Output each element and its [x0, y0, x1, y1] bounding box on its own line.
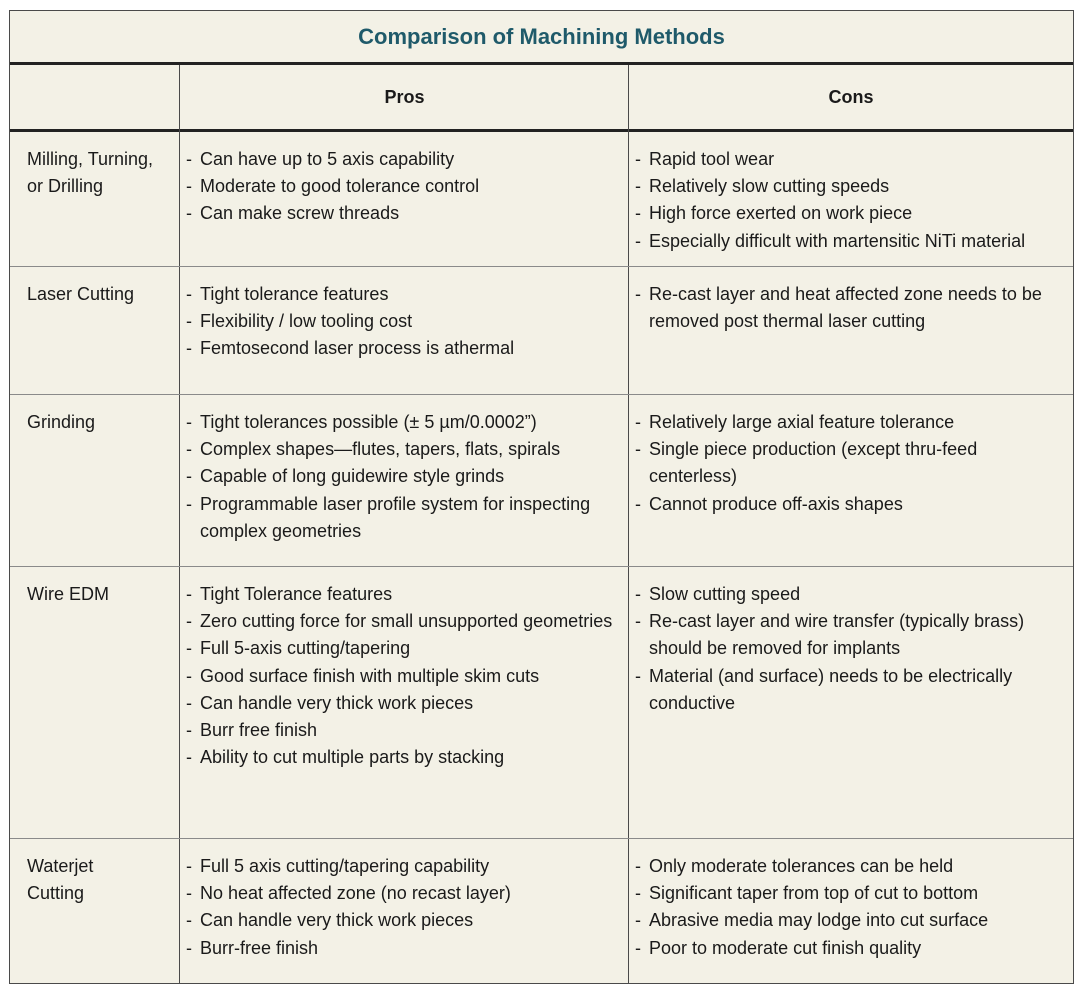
table-row [10, 839, 1073, 983]
item-text: Only moderate tolerances can be held [649, 856, 954, 876]
item-text: High force exerted on work piece [649, 203, 913, 224]
pro-item [186, 463, 626, 490]
con-item [635, 491, 1065, 518]
item-text: Significant taper from top of cut to bottom [649, 883, 979, 904]
item-text: Especially difficult with martensitic NiTi material [649, 230, 1026, 251]
item-text: Complex shapes—flutes, tapers, flats, spirals [200, 439, 561, 460]
cons-cell [635, 409, 1065, 518]
con-item [635, 146, 1065, 173]
pros-cell [186, 853, 626, 962]
pro-item [186, 635, 626, 662]
table-row [10, 132, 1073, 267]
con-item [635, 907, 1065, 934]
header-row [10, 65, 1073, 132]
item-text: Abrasive media may lodge into cut surface [649, 910, 989, 931]
bullet-dash: - [635, 937, 641, 958]
table-title: Comparison of Machining Methods [10, 11, 1073, 65]
item-text: Tight Tolerance features [200, 584, 393, 604]
con-item [635, 281, 1065, 335]
pro-item [186, 608, 626, 635]
item-text: Can handle very thick work pieces [200, 692, 474, 713]
bullet-dash: - [186, 311, 192, 332]
item-text: Moderate to good tolerance control [200, 176, 480, 197]
method-cell [27, 853, 177, 907]
item-text: Tight tolerances possible (± 5 µm/0.0002”) [200, 412, 537, 432]
bullet-dash: - [186, 176, 192, 197]
item-text: Capable of long guidewire style grinds [200, 466, 505, 487]
cons-cell [635, 853, 1065, 962]
cons-column-header: Cons [828, 86, 874, 107]
method-cell [27, 409, 177, 436]
method-cell [27, 281, 177, 308]
pros-column-header: Pros [384, 86, 425, 107]
table-row [10, 395, 1073, 567]
pros-cell [186, 146, 626, 228]
bullet-dash: - [186, 720, 192, 741]
item-text: Rapid tool wear [649, 149, 775, 169]
item-text: Relatively large axial feature tolerance [649, 412, 955, 432]
con-item [635, 436, 1065, 490]
item-text: Material (and surface) needs to be electrically conductive [649, 665, 1013, 713]
item-text: Ability to cut multiple parts by stacking [200, 747, 505, 768]
bullet-dash: - [186, 638, 192, 659]
item-text: Femtosecond laser process is athermal [200, 338, 515, 359]
con-item [635, 880, 1065, 907]
bullet-dash: - [635, 203, 641, 224]
comparison-table [9, 10, 1074, 984]
bullet-dash: - [186, 747, 192, 768]
item-text: Slow cutting speed [649, 584, 801, 604]
table-row [10, 267, 1073, 395]
item-text: Burr-free finish [200, 937, 319, 958]
item-text: Programmable laser profile system for inspecting complex geometries [200, 493, 591, 541]
con-item [635, 581, 1065, 608]
item-text: Relatively slow cutting speeds [649, 176, 890, 197]
con-item [635, 608, 1065, 662]
bullet-dash: - [635, 412, 641, 432]
bullet-dash: - [635, 883, 641, 904]
bullet-dash: - [186, 412, 192, 432]
item-text: Full 5-axis cutting/tapering [200, 638, 411, 659]
pro-item [186, 491, 626, 545]
bullet-dash: - [186, 584, 192, 604]
bullet-dash: - [635, 230, 641, 251]
pro-item [186, 281, 626, 308]
bullet-dash: - [635, 665, 641, 686]
cons-cell [635, 581, 1065, 717]
bullet-dash: - [186, 439, 192, 460]
bullet-dash: - [635, 856, 641, 876]
method-name: Grinding [27, 412, 96, 432]
pro-item [186, 581, 626, 608]
pro-item [186, 200, 626, 227]
table-row [10, 567, 1073, 839]
method-cell [27, 146, 177, 200]
bullet-dash: - [635, 149, 641, 169]
pro-item [186, 717, 626, 744]
item-text: Cannot produce off-axis shapes [649, 493, 903, 514]
bullet-dash: - [186, 665, 192, 686]
pros-cell [186, 281, 626, 363]
item-text: Single piece production (except thru-feed centerless) [649, 439, 978, 487]
pro-item [186, 173, 626, 200]
con-item [635, 409, 1065, 436]
bullet-dash: - [635, 493, 641, 514]
method-cell [27, 581, 177, 608]
con-item [635, 935, 1065, 962]
method-name: Waterjet Cutting [27, 856, 94, 904]
item-text: Re-cast layer and wire transfer (typically brass) should be removed for implants [649, 611, 1025, 659]
item-text: Can have up to 5 axis capability [200, 149, 455, 169]
pro-item [186, 853, 626, 880]
bullet-dash: - [186, 692, 192, 713]
bullet-dash: - [635, 439, 641, 460]
pro-item [186, 146, 626, 173]
bullet-dash: - [186, 284, 192, 304]
bullet-dash: - [186, 466, 192, 487]
bullet-dash: - [635, 910, 641, 931]
item-text: Flexibility / low tooling cost [200, 311, 413, 332]
bullet-dash: - [186, 856, 192, 876]
bullet-dash: - [186, 937, 192, 958]
pro-item [186, 335, 626, 362]
method-column-header [10, 65, 180, 129]
pro-item [186, 907, 626, 934]
item-text: Burr free finish [200, 720, 318, 741]
item-text: Good surface finish with multiple skim cuts [200, 665, 540, 686]
bullet-dash: - [186, 883, 192, 904]
bullet-dash: - [186, 910, 192, 931]
item-text: Can handle very thick work pieces [200, 910, 474, 931]
con-item [635, 228, 1065, 255]
bullet-dash: - [186, 203, 192, 224]
pros-cell [186, 581, 626, 771]
cons-cell [635, 146, 1065, 255]
item-text: Re-cast layer and heat affected zone needs to be removed post thermal laser cutting [649, 284, 1042, 332]
method-name: Laser Cutting [27, 284, 135, 304]
pro-item [186, 690, 626, 717]
pros-cell [186, 409, 626, 545]
con-item [635, 200, 1065, 227]
pro-item [186, 409, 626, 436]
item-text: Full 5 axis cutting/tapering capability [200, 856, 490, 876]
pro-item [186, 935, 626, 962]
item-text: Tight tolerance features [200, 284, 389, 304]
bullet-dash: - [186, 611, 192, 632]
bullet-dash: - [635, 176, 641, 197]
method-name: Wire EDM [27, 584, 109, 604]
item-text: Poor to moderate cut finish quality [649, 937, 922, 958]
item-text: No heat affected zone (no recast layer) [200, 883, 511, 904]
method-name: Milling, Turning, or Drilling [27, 149, 154, 197]
item-text: Can make screw threads [200, 203, 400, 224]
con-item [635, 663, 1065, 717]
item-text: Zero cutting force for small unsupported geometries [200, 611, 613, 632]
pro-item [186, 308, 626, 335]
cons-cell [635, 281, 1065, 335]
bullet-dash: - [186, 493, 192, 514]
pro-item [186, 880, 626, 907]
bullet-dash: - [635, 284, 641, 304]
pro-item [186, 744, 626, 771]
bullet-dash: - [186, 149, 192, 169]
pro-item [186, 436, 626, 463]
con-item [635, 173, 1065, 200]
bullet-dash: - [635, 584, 641, 604]
bullet-dash: - [186, 338, 192, 359]
con-item [635, 853, 1065, 880]
bullet-dash: - [635, 611, 641, 632]
pro-item [186, 663, 626, 690]
